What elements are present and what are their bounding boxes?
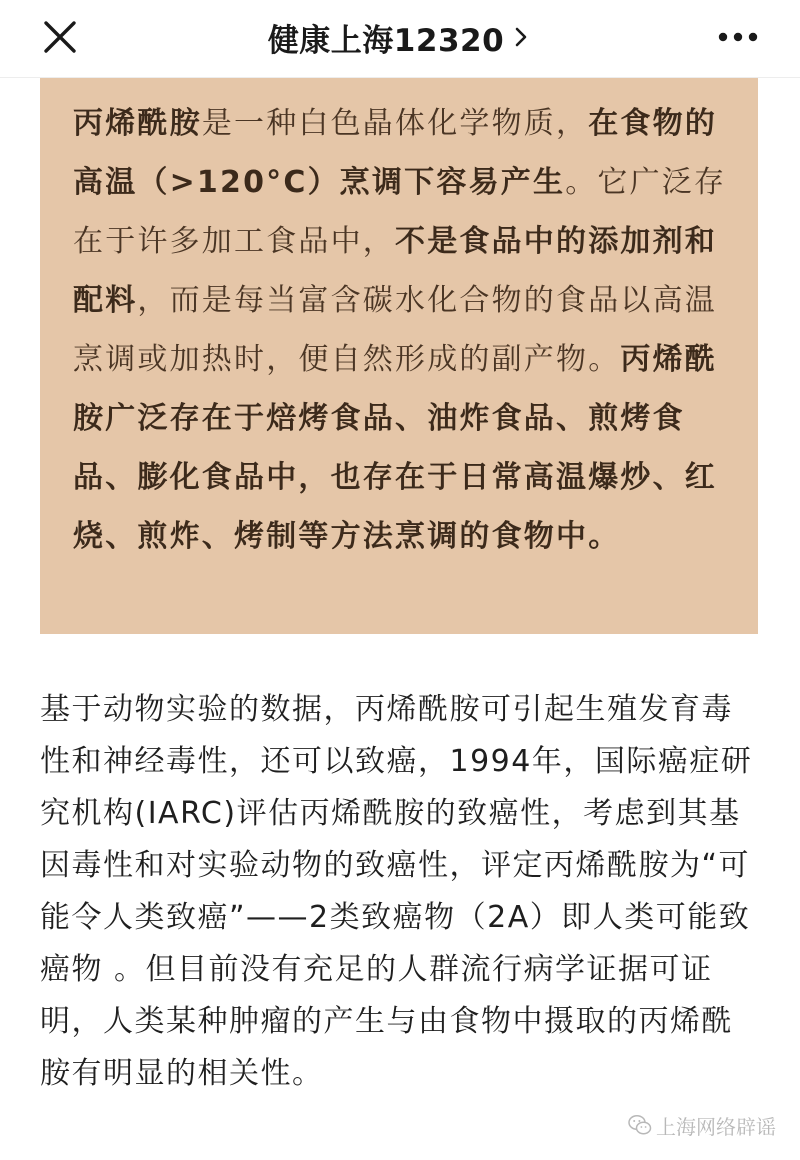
more-options-button[interactable]	[714, 19, 762, 55]
highlight-paragraph	[73, 94, 728, 566]
highlight-bold-3: 不是食品中的添加剂和配料	[73, 224, 717, 318]
highlight-bold-4: 丙烯酰胺广泛存在于焙烤食品、油炸食品、煎烤食品、膨化食品中，也存在于日常高温爆炒、红烧、煎炸、烤制等方法烹调的食物中。	[73, 342, 718, 554]
body-paragraph: 基于动物实验的数据，丙烯酰胺可引起生殖发育毒性和神经毒性，还可以致癌，1994年，国际癌症研究机构(IARC)评估丙烯酰胺的致癌性，考虑到其基因毒性和对实验动物的致癌性，评定丙烯酰胺为“可能令人类致癌”——2类致癌物（2A）即人类可能致癌物 。但目前没有充足的人群流行病学证据可证明，人类某种肿瘤的产生与由食物中摄取的丙烯酰胺有明显的相关性。	[40, 692, 753, 1091]
chevron-right-icon	[510, 26, 532, 48]
highlight-box	[40, 78, 758, 634]
highlight-text-2: 。它广泛存在于许多加工食品中，	[73, 165, 727, 259]
watermark-text: 上海网络辟谣	[656, 1114, 776, 1139]
top-bar	[0, 0, 800, 78]
highlight-text-1: 是一种白色晶体化学物质，	[201, 106, 589, 141]
highlight-bold-2: 在食物的高温（>120°C）烹调下容易产生	[73, 106, 718, 200]
watermark	[628, 1107, 800, 1143]
wechat-icon	[628, 1114, 652, 1136]
highlight-bold-1: 丙烯酰胺	[73, 106, 202, 141]
more-options-icon	[714, 19, 762, 55]
highlight-text-3: ，而是每当富含碳水化合物的食品以高温烹调或加热时，便自然形成的副产物。	[73, 283, 718, 377]
article-body	[40, 684, 762, 1100]
page-title: 健康上海12320	[267, 22, 505, 59]
account-title[interactable]	[0, 13, 800, 61]
